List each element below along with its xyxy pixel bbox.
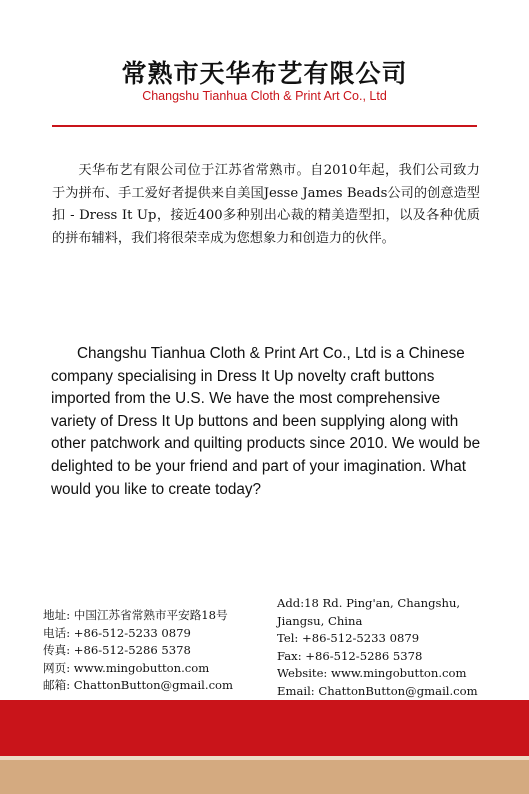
- website-english: Website: www.mingobutton.com: [277, 666, 467, 680]
- intro-paragraph-english: Changshu Tianhua Cloth & Print Art Co., Ltd is a Chinese company specialising in Dress It Up novelty craft buttons imported from the U.S. We have the most comprehensive variety of Dress It Up buttons and been supplying along with other patchwork and quilting products since 2010. We would be delighted to be your friend and part of your imagination. What would you like to create today?: [51, 345, 481, 498]
- intro-paragraph-chinese: 天华布艺有限公司位于江苏省常熟市。自2010年起，我们公司致力于为拼布、手工爱好者提供来自美国Jesse James Beads公司的创意造型扣 - Dress It Up，接近400多种别出心裁的精美造型扣，以及各种优质的拼布辅料，我们将很荣幸成为您想象力和创造力的伙伴。: [52, 163, 480, 246]
- fax-chinese: 传真: +86-512-5286 5378: [43, 643, 191, 657]
- company-name-chinese: 常熟市天华布艺有限公司: [121, 59, 408, 88]
- address-english: Add:18 Rd. Ping'an, Changshu, Jiangsu, China: [277, 596, 461, 628]
- header-divider: [52, 125, 477, 127]
- phone-chinese: 电话: +86-512-5233 0879: [43, 625, 191, 640]
- email-english: Email: ChattonButton@gmail.com: [277, 683, 478, 698]
- company-name-english: Changshu Tianhua Cloth & Print Art Co., Ltd: [142, 89, 387, 103]
- contact-block-chinese: [43, 607, 233, 695]
- contact-block-english: [277, 595, 487, 700]
- website-chinese: 网页: www.mingobutton.com: [43, 660, 210, 675]
- footer-band-red: [0, 700, 529, 756]
- footer-band-tan: [0, 760, 529, 794]
- address-chinese: 地址: 中国江苏省常熟市平安路18号: [43, 608, 228, 622]
- fax-english: Fax: +86-512-5286 5378: [277, 648, 423, 663]
- email-chinese: 邮箱: ChattonButton@gmail.com: [43, 678, 234, 692]
- phone-english: Tel: +86-512-5233 0879: [277, 631, 420, 645]
